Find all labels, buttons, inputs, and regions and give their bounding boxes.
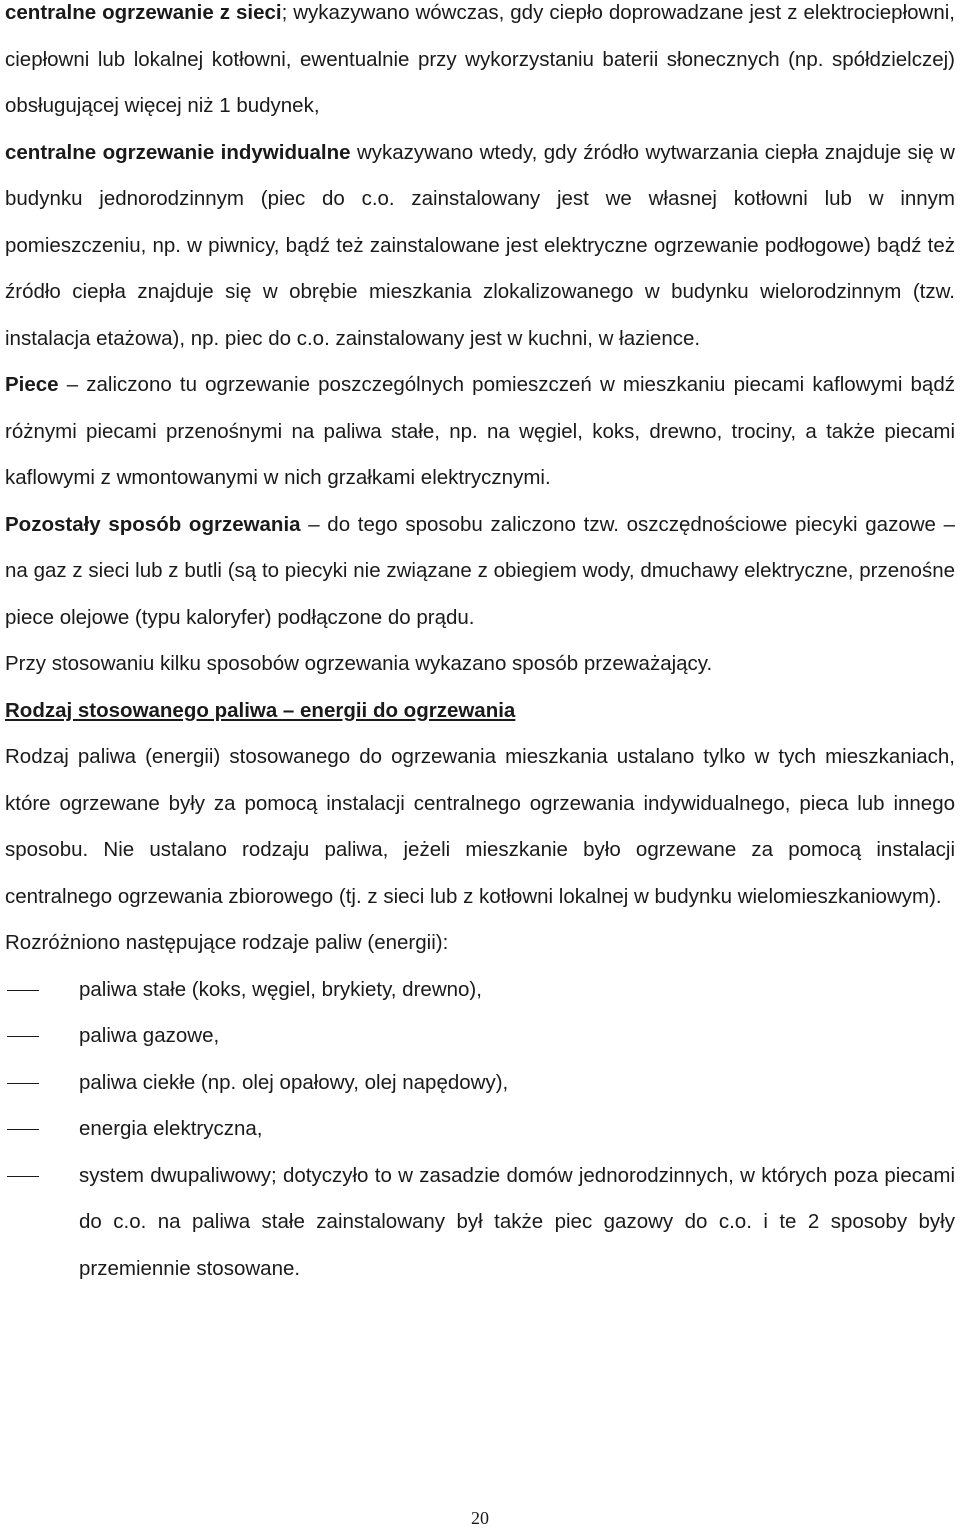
term-other-heating: Pozostały sposób ogrzewania <box>5 512 301 536</box>
fuel-list <box>5 967 955 1293</box>
term-individual-central-heating: centralne ogrzewanie indywidualne <box>5 140 351 164</box>
list-item <box>5 967 955 1014</box>
list-item-text: paliwa stałe (koks, węgiel, brykiety, drewno), <box>79 977 482 1001</box>
list-item-text: paliwa ciekłe (np. olej opałowy, olej napędowy), <box>79 1070 509 1094</box>
list-item <box>5 1153 955 1293</box>
document-page <box>5 0 955 1292</box>
definition-text: – zaliczono tu ogrzewanie poszczególnych pomieszczeń w mieszkaniu piecami kaflowymi bądź różnymi piecami przenośnymi na paliwa stałe, np. na węgiel, koks, drewno, trociny, a także piecami kaflowymi z wmontowanymi w nich grzałkami elektrycznymi. <box>5 373 955 489</box>
paragraph-stoves <box>5 362 955 502</box>
list-item <box>5 1106 955 1153</box>
list-item-text: system dwupaliwowy; dotyczyło to w zasadzie domów jednorodzinnych, w których poza piecami do c.o. na paliwa stałe zainstalowany był także piec gazowy do c.o. i te 2 sposoby były przemiennie stosowane. <box>79 1163 955 1280</box>
list-item-text: energia elektryczna, <box>79 1117 263 1140</box>
list-item-text: paliwa gazowe, <box>79 1024 220 1047</box>
section-heading-text: Rodzaj stosowanego paliwa – energii do ogrzewania <box>5 698 516 722</box>
term-stoves: Piece <box>5 373 59 396</box>
paragraph-fuel-list-intro: Rozróżniono następujące rodzaje paliw (energii): <box>5 931 449 954</box>
definition-text: – do tego sposobu zaliczono tzw. oszczędnościowe piecyki gazowe – na gaz z sieci lub z butli (są to piecyki nie związane z obiegiem wody, dmuchawy elektryczne, przenośne piece olejowe (typu kaloryfer) podłączone do prądu. <box>5 512 955 629</box>
paragraph-other-heating <box>5 502 955 642</box>
page-number: 20 <box>471 1508 489 1528</box>
list-item <box>5 1013 955 1060</box>
paragraph-predominant-method: Przy stosowaniu kilku sposobów ogrzewania wykazano sposób przeważający. <box>5 652 713 675</box>
section-heading <box>5 688 955 735</box>
list-item <box>5 1060 955 1107</box>
paragraph-fuel-type: Rodzaj paliwa (energii) stosowanego do ogrzewania mieszkania ustalano tylko w tych mieszkaniach, które ogrzewane były za pomocą instalacji centralnego ogrzewania indywidualnego, pieca lub innego sposobu. Nie ustalano rodzaju paliwa, jeżeli mieszkanie było ogrzewane za pomocą instalacji centralnego ogrzewania zbiorowego (tj. z sieci lub z kotłowni lokalnej w budynku wielomieszkaniowym). <box>5 745 955 908</box>
paragraph-individual-central-heating <box>5 130 955 363</box>
definition-text: ; wykazywano wówczas, gdy ciepło doprowadzane jest z elektrociepłowni, ciepłowni lub lokalnej kotłowni, ewentualnie przy wykorzystaniu baterii słonecznych (np. spółdzielczej) obsługującej więcej niż 1 budynek, <box>5 1 955 117</box>
paragraph-central-heating-network <box>5 0 955 130</box>
definition-text: wykazywano wtedy, gdy źródło wytwarzania ciepła znajduje się w budynku jednorodzinnym (piec do c.o. zainstalowany jest we własnej kotłowni lub w innym pomieszczeniu, np. w piwnicy, bądź też zainstalowane jest elektryczne ogrzewanie podłogowe) bądź też źródło ciepła znajduje się w obrębie mieszkania zlokalizowanego w budynku wielorodzinnym (tzw. instalacja etażowa), np. piec do c.o. zainstalowany jest w kuchni, w łazience. <box>5 140 955 350</box>
term-central-heating-network: centralne ogrzewanie z sieci <box>5 1 282 24</box>
